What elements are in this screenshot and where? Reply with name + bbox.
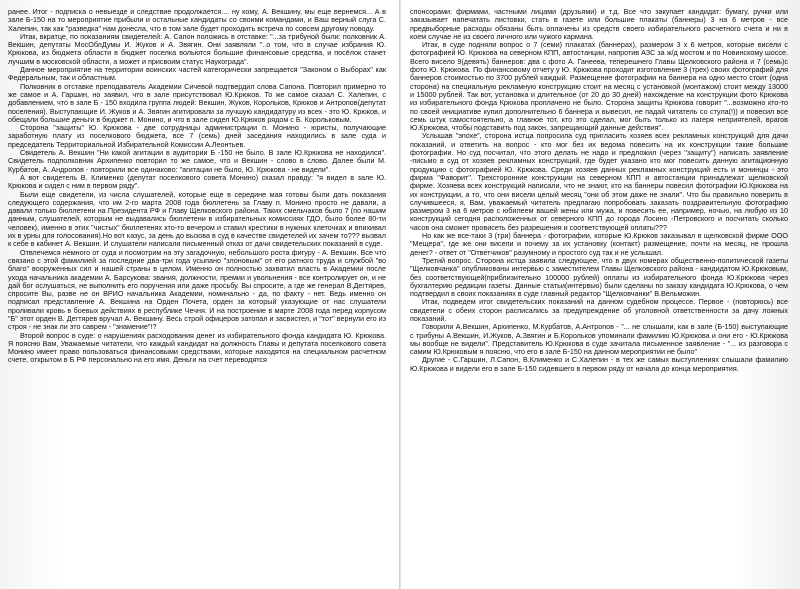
paragraph: Отвлечемся немного от суда и посмотрим на эту загадочную, небольшого роста фигуру - А. Векшин. Все что связано с этой фамилией за последние два-три года усыпано "злоновым" от его ратного труда и службой "во благо" вооруженных сил и нашей страны в целом. Именно он полностью захватил власть в Академии после ухода начальника академии А. Барсукова: звания, должности, премии и увольнения - все контролирует он, и не дай бог ослушаться, не выполнить его поручения или даже просьбу. Вы спросите, а где же генерал В.Дегтярев, спросите Вы, разве не он ВРИО начальника Академии, номинально - да, по факту - нет. Ведь именно он подписал представление А. Векшина на Орден Почета, орден за который указующие от нас слушатели проливали кровь в боевых действиях в республике Чечня. И на построение в марте 2008 года перед корпусом "Б" этот орден В. Дегтярев вручал А. Векшину. Весь строй офицеров затопал и засвистел, и "тот" вернули его из строя - не знак ли это саврем - "знамение"!?: [8, 247, 386, 332]
paragraph: Другие - С.Гаршин, Л.Сапон, В.Клименко и С.Халепин - в тех же самых выступлениях слышали фамилию Ю.Крюкова и видели его в зале Б-150 сидевшего в первом ряду от начала до конца мероприятия.: [410, 355, 788, 373]
paragraph: Но как же все-таки 3 (три) баннера - фотографии, которые Ю.Крюков заказывал в щелковской фирме ООО "Мещера", где же они висели и почему за их установку (контакт) размещение, почти на месяц, не прошла денег? - ответ от "Ответчиков" разумному и простого суд так и не услышал.: [410, 231, 788, 257]
right-column: [410, 8, 788, 583]
paragraph: Третий вопрос. Сторона истца заявила следующее, что в двух номерах общественно-политической газеты "Щелковчанка" опубликованы интервью с заместителем Главы Щелковского района - кандидатом Ю.Крюковым, без соответствующей(приблизительно 100000 рублей) оплаты из избирательного фонда Ю.Крюкова через бухгалтерию редакции газеты. Данные статьи(интервью) были сделаны по заказу кандидата Ю.Крюкова, о чем подтвердил в своих показаниях в суде главный редактор "Щелковчанки" В.Вельможин.: [410, 255, 788, 299]
paragraph: Второй вопрос в суде: о нарушениях расходования денег из избирательного фонда кандидата Ю. Крюкова. Я поясню Вам, Уважаемые читатели, что каждый кандидат на должность Главы и депутата поселкового совета Монино имеет право пользоваться финансовыми средствами, которые находятся на специальном расчетном счете, открытом в Б РФ персонально на его имя. Деньги на счет переводятся: [8, 330, 386, 365]
paragraph: Свидетель А. Векшин "Ни какой агитации в аудитории Б -150 не было. В зале Ю.Крюкова не находился". Свидетель подполковник Архипенко повторил то же самое, что и Векшин - слово в слово. Далее были М. Курбатов, А. Андропов - повторили все одинаково: "агитации не было, Ю. Крюкова - не видели".: [8, 148, 386, 174]
paragraph: Данное мероприятие на территории воинских частей категорически запрещается "Законом о Выборах" как Федеральным, так и областным.: [8, 65, 386, 83]
paragraph: Были еще свидетели, из числа слушателей, которые еще в середине мая готовы были дать показания следующего содержания, что им 2-го марта 2008 года бюллетень за Главу п. Монино просто не давали, а давали только бюллетени на Президента РФ и Главу Щелковского района. Таких смельчаков было 7 (по нашим данным, слушателей, которым не выдавались бюллетени в избирательных комиссиях ГДО, было более 80-ти человек), именно в этих "чистых" бюллетенях кто-то вечером и ставил крестики в нужных клеточках и впихивал их в урны для голосования).Но вот казус, за день до вызова в суд в качестве свидетелей их зачем то??? вызвал к себе в кабинет А. Векшин. И слушатели написали письменный отказ от дачи свидетельских показаний в суде.: [8, 189, 386, 249]
paragraph: Говорили А.Векшин, Архипенко, М.Курбатов, А.Антропов - "... не слышали, как в зале (Б-150) выступающие с трибуны А.Векшин, И.Жуков, А.Звягин и Б.Корольков упоминали фамилию Ю.Крюкова и они его - Ю.Крюкова мы вообще не видели". Представитель Ю.Крюкова в суде зачитала письменное заявление - "... из разговора с самим Ю.Крюковым я поясню, что его в зале Б-150 на данном мероприятии не было": [410, 322, 788, 357]
paragraph: Итак, подведем итог свидетельских показаний на данном судебном процессе. Первое - (повторюсь) все свидетели с обеих сторон расписались за предупреждение об уголовной ответственности за дачу ложных показаний.: [410, 297, 788, 323]
page-fold-divider: [399, 0, 401, 589]
paragraph: Итак, в суде подняли вопрос о 7 (семи) плакатах (баннерах), размером 3 х 6 метров, которые висели с фотографией Ю. Крюкова на северном КПП, автостанции, напротив АЗС за ж/д мостом и по Новинскому шоссе. Всего висело 9(девять) баннеров: два с фото А. Ганеева, теперешнего Главы Щелковского района и 7 (семь)с фото Ю. Крюкова. По финансовому отчету у Ю. Крюкова проходит изготовление 3 (трех) своих фотографий для баннеров стоимостью по 3700 рублей каждый. Размещение фотографии на баннера на одно место стоит (одна сторона) на специальную рекламную конструкцию стоит на месяц с установкой (монтажом) стоит между 13000 и 15000 рублей. Так вот, установка и длительное (от 20 до 30 дней) нахождение на конструкции фото Крюкова из избирательного фонда Крюкова проплачено не было. Сторона защиты Крюкова говорит "...возможно кто-то по своей инициативе купил дополнительно 6 баннера и вывесил, не падай читатель со стула(!)) и повесил все семь штук самостоятельно, а главное тот, кто это сделал, мог быть только из лагеря неприятелей, врагов Ю.Крюкова, чтобы подставить под закон, запрещающий данные действия".: [410, 40, 788, 133]
paragraph: Услышав "эпохе", сторона истца попросила суд пригласить хозяев всех рекламных конструкций для дачи показаний, и ответить на вопрос - кто мог без их ведома повесить на их конструкции такие большие фотографии. Но суд посчитал, что этого делать не надо и предложил (через "защиту") написать заявление -письмо в суд от хозяев рекламных конструкций, где будет указано кто мог повесить данную агитационную продукцию с фотографией Ю. Крюкова. Среди хозяев данных рекламных конструкций есть и монинцы - это фирма "Фаворит". Трехсторонние конструкции на северном КПП и автостанции принадлежат щелковской фирме. Хозяева всех конструкций написали, что не знают, кто на баннеры повесил фотографии Ю.Крюкова на их конструкции, а то, что они висели целый месяц "они об этом даже не знали". Что бы правильно поверить в случившееся, я, Вам, уважаемый читатель предлагаю попробовать заказать поздравительную фотографию размером 3 на 6 метров с юбилеем вашей жены или мужа, и повесить ее, например, ночью, на любую из 10 конструкций сегодня расположенных от северного КПП до города Лосино -Петровского и посчитать сколько часов она сможет провисеть без разрешения и соответствующей оплаты???: [410, 131, 788, 232]
paragraph: А вот свидетель В. Клименко (депутат поселкового совета Монино) сказал правду: "я видел в зале Ю. Крюкова и сидел с ним в первом ряду".: [8, 172, 386, 191]
paragraph: Итак, вкратце, по показаниям свидетелей: А. Сапон положись в отставке: "...за трибуной были: полковник А. Векшин, депутаты МосОблДумы И. Жуков и А. Звягин. Они заявляли "..о том, что в случае избрания Ю. Крюкова, из бюджета области в бюджет поселка вольются большие финансовые средства, и посёлок станет лучшим в московской области, а может и присвоим статус Наукограда".: [8, 31, 386, 66]
paragraph: Полковник в отставке преподаватель Академии Сичевой подтвердил слова Сапона. Повторил примерно то же самое и А. Гаршин, но заявил, что в зале присутствовал Ю.Крюков. То же самое сказал С. Халепин, с добавлением, что в зале Б - 150 входила группа людей: Векшин, Жуков, Корольков, Крюков и Антропов(депутат поселения). Выступающие И. Жуков и А. Звягин агитировали за лучшую кандидатуру из всех - это Ю. Крюков, и обещали большие деньги в бюджет п. Монино, и что в зале сидел Ю.Крюков рядом с Б. Корольковым.: [8, 81, 386, 124]
paragraph: спонсорами: фирмами, частными лицами (друзьями) и т.д. Все что закупает кандидат: бумагу, ручки или заказывает напечатать листовки, стать в газете или большие плакаты (баннеры) 3 на 6 метров - все предвыборные расходы обязаны быть оплачены из средств своего избирательного расчетного счета и ни в коем случае не из своего личного или чужого кармана.: [410, 8, 788, 41]
paragraph: ранее. Итог - подписка о невыезде и следствие продолжается.... ну кому, А. Векшину, мы еще вернемся... А в зале Б-150 на то мероприятие прибыли и остальные кандидаты со своими командами, и Ваш верный слуга С. Халепин, так как "разведка" нам донесла, что в том зале будет проходить встреча по совсем другому поводу.: [8, 8, 386, 33]
paragraph: Сторона "защиты" Ю. Крюкова - две сотрудницы администрации п. Монино - юристы, получающие заработную плату из поселкового бюджета, все 7 (семь) дней заседания находились в зале суда и председатель Территориальной Избирательной Комиссии А.Леонтьев.: [8, 123, 386, 149]
left-column: [8, 8, 386, 583]
